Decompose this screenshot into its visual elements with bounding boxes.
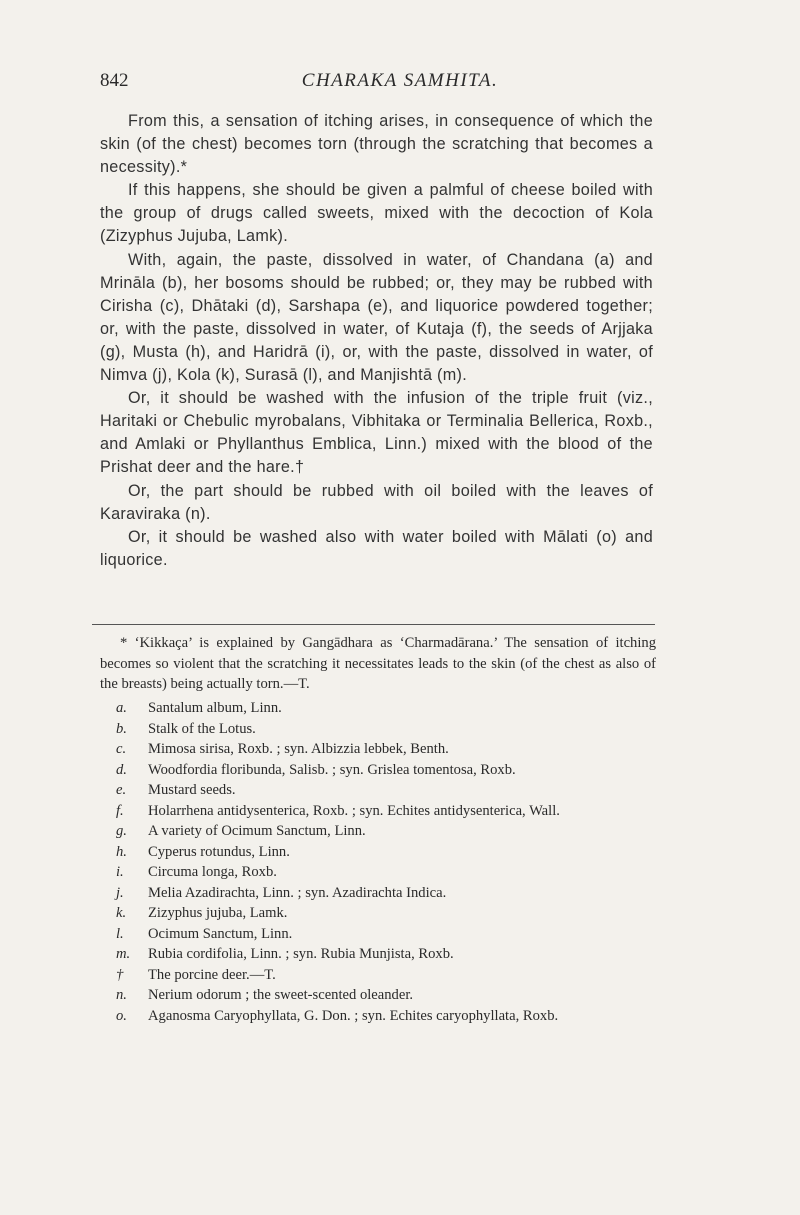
footnote-letter: † [116, 966, 124, 983]
footnote-letter: a. [116, 700, 127, 716]
footnote-list [100, 698, 660, 1026]
footnote-item [100, 801, 660, 822]
footnote-item [100, 985, 660, 1006]
footnote-text: Rubia cordifolia, Linn. ; syn. Rubia Munjista, Roxb. [148, 946, 454, 962]
footnote-main: * ‘Kikkaça’ is explained by Gangādhara as ‘Charmadārana.’ The sensation of itching becomes so violent that the scratching it necessitates leads to the skin (of the chest as also of the breasts) being actually torn.—T. [100, 635, 656, 692]
paragraph: With, again, the paste, dissolved in water, of Chandana (a) and Mrināla (b), her bosoms should be rubbed; or, they may be rubbed with Cirisha (c), Dhātaki (d), Sarshapa (e), and liquorice powdered together; or, with the paste, dissolved in water, of Kutaja (f), the seeds of Arjjaka (g), Musta (h), and Haridrā (i), or, with the paste, dissolved in water, of Nimva (j), Kola (k), Surasā (l), and Manjishtā (m). [100, 250, 653, 385]
main-text [100, 110, 653, 572]
footnote-item [100, 862, 660, 883]
footnote-text: Santalum album, Linn. [148, 700, 282, 716]
footnote-text: Zizyphus jujuba, Lamk. [148, 905, 288, 921]
footnote-letter: c. [116, 741, 127, 757]
footnote-item [100, 965, 660, 986]
footnote-letter: g. [116, 823, 127, 839]
footnote-text: Stalk of the Lotus. [148, 720, 256, 737]
footnote-divider [92, 624, 655, 625]
footnote-item [100, 821, 660, 842]
footnote-text: Nerium odorum ; the sweet-scented oleander. [148, 987, 414, 1003]
footnote-letter: h. [116, 843, 127, 860]
paragraph: Or, it should be washed also with water boiled with Mālati (o) and liquorice. [100, 527, 653, 569]
footnote-item [100, 903, 660, 924]
running-title: CHARAKA SAMHITA. [301, 70, 499, 91]
footnote-text: The porcine deer.—T. [148, 966, 276, 983]
footnote-item [100, 739, 660, 760]
footnote-item [100, 760, 660, 781]
paragraph: If this happens, she should be given a palmful of cheese boiled with the group of drugs called sweets, mixed with the decoction of Kola (Zizyphus Jujuba, Lamk). [100, 181, 653, 246]
footnote-letter: b. [116, 720, 127, 737]
footnote-text: Melia Azadirachta, Linn. ; syn. Azadirachta Indica. [148, 884, 447, 901]
footnote-letter: n. [116, 987, 127, 1003]
paragraph: Or, the part should be rubbed with oil boiled with the leaves of Karaviraka (n). [100, 481, 653, 523]
footnote-item [100, 719, 660, 740]
footnote-item [100, 780, 660, 801]
footnote-letter: i. [116, 864, 124, 880]
footnote-letter: m. [116, 946, 131, 962]
footnote-letter: k. [116, 905, 127, 921]
footnote-letter: e. [116, 782, 127, 798]
footnote-text: Cyperus rotundus, Linn. [148, 843, 290, 860]
footnote-item [100, 924, 660, 945]
footnote-text: A variety of Ocimum Sanctum, Linn. [148, 823, 366, 839]
footnote-item [100, 698, 660, 719]
footnote-item [100, 944, 660, 965]
paragraph: From this, a sensation of itching arises, in consequence of which the skin (of the chest) becomes torn (through the scratching that becomes a necessity).* [100, 112, 653, 177]
footnote-text: Woodfordia floribunda, Salisb. ; syn. Grislea tomentosa, Roxb. [148, 761, 516, 778]
footnote-text: Mustard seeds. [148, 782, 236, 798]
page-number: 842 [100, 70, 129, 91]
footnote-item [100, 883, 660, 904]
footnote-text: Holarrhena antidysenterica, Roxb. ; syn. Echites antidysenterica, Wall. [148, 802, 560, 819]
footnote-text: Aganosma Caryophyllata, G. Don. ; syn. Echites caryophyllata, Roxb. [148, 1007, 559, 1024]
footnote-letter: f. [116, 802, 124, 819]
page-header [100, 70, 700, 98]
footnote-item [100, 842, 660, 863]
footnote-letter: l. [116, 925, 124, 942]
footnote-letter: j. [116, 884, 124, 901]
footnote-letter: d. [116, 761, 127, 778]
footnote-text: Circuma longa, Roxb. [148, 864, 277, 880]
footnote-text: Mimosa sirisa, Roxb. ; syn. Albizzia lebbek, Benth. [148, 741, 449, 757]
footnote-text: Ocimum Sanctum, Linn. [148, 925, 293, 942]
footnote-item [100, 1006, 660, 1027]
footnote-letter: o. [116, 1007, 127, 1024]
paragraph: Or, it should be washed with the infusion of the triple fruit (viz., Haritaki or Chebulic myrobalans, Vibhitaka or Terminalia Bellerica, Roxb., and Amlaki or Phyllanthus Emblica, Linn.) mixed with the blood of the Prishat deer and the hare.† [100, 389, 653, 477]
